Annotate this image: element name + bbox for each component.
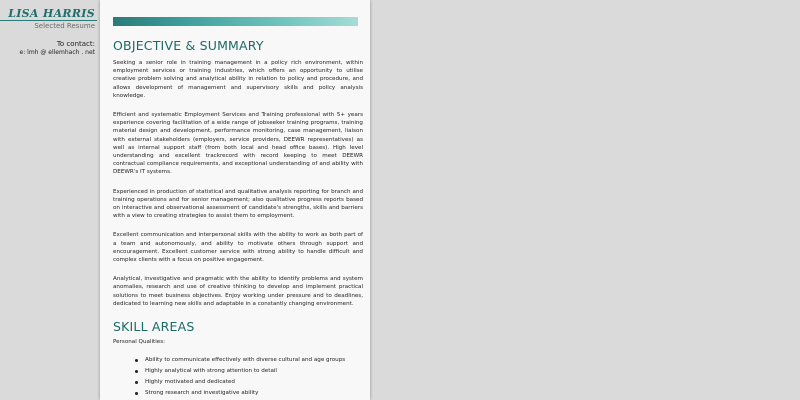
resume-subtitle: Selected Resume: [34, 22, 95, 30]
contact-email: e: lmh @ ellemhach . net: [19, 49, 95, 56]
list-item: Highly motivated and dedicated: [135, 377, 363, 388]
author-name: LISA HARRIS: [8, 7, 95, 20]
objective-paragraph: Seeking a senior role in training management in a policy rich environment, within employment services or training industries, which offers an opportunity to utilise creative problem solving and analytical ability in relation to policy and procedure, and allows development of management and supervisory skills and policy analysis knowledge.: [113, 60, 363, 99]
objective-paragraph: Efficient and systematic Employment Services and Training professional with 5+ years experience covering facilitation of a wide range of jobseeker training programs, training material design and development, performance monitoring, case management, liaison with external stakeholders (employers, service providers, DEEWR representatives) as well as internal support staff (from both local and head office bases). High level understanding and excellent trackrecord with record keeping to meet DEEWR contractual compliance requirements, and exceptional understanding of and ability with DEEWR's IT systems.: [113, 112, 363, 176]
objective-paragraph: Experienced in production of statistical and qualitative analysis reporting for branch and training operations and for senior management; also qualitative progress reports based on interactive and observational assessment of candidate's strengths, skills and barriers with a view to creating strategies to assist them to employment.: [113, 188, 363, 220]
skills-heading: SKILL AREAS: [113, 319, 195, 335]
personal-qualities-label: Personal Qualities:: [113, 339, 166, 346]
resume-content: [113, 38, 363, 399]
objective-paragraph: Excellent communication and interpersonal skills with the ability to work as both part of a team and autonomously, and ability to motivate others through support and encouragement. Excellent customer service with strong ability to handle difficult and complex clients with a focus on positive engagement.: [113, 232, 363, 264]
list-item: Highly analytical with strong attention to detail: [135, 366, 363, 377]
list-item: Strong research and investigative ability: [135, 388, 363, 399]
sidebar: [0, 0, 100, 400]
objective-paragraph: Analytical, investigative and pragmatic with the ability to identify problems and system anomalies, research and use of creative thinking to develop and implement practical solutions to meet business objectives. Enjoy working under pressure and to deadlines, dedicated to learning new skills and adaptable in a constantly changing environment.: [113, 276, 363, 307]
objective-heading: OBJECTIVE & SUMMARY: [113, 38, 264, 53]
contact-label: To contact:: [56, 40, 95, 48]
name-divider: [0, 20, 97, 21]
skills-list: [113, 355, 363, 399]
list-item: Ability to communicate effectively with diverse cultural and age groups: [135, 355, 363, 366]
header-gradient-bar: [113, 17, 358, 26]
resume-page: [100, 0, 370, 400]
